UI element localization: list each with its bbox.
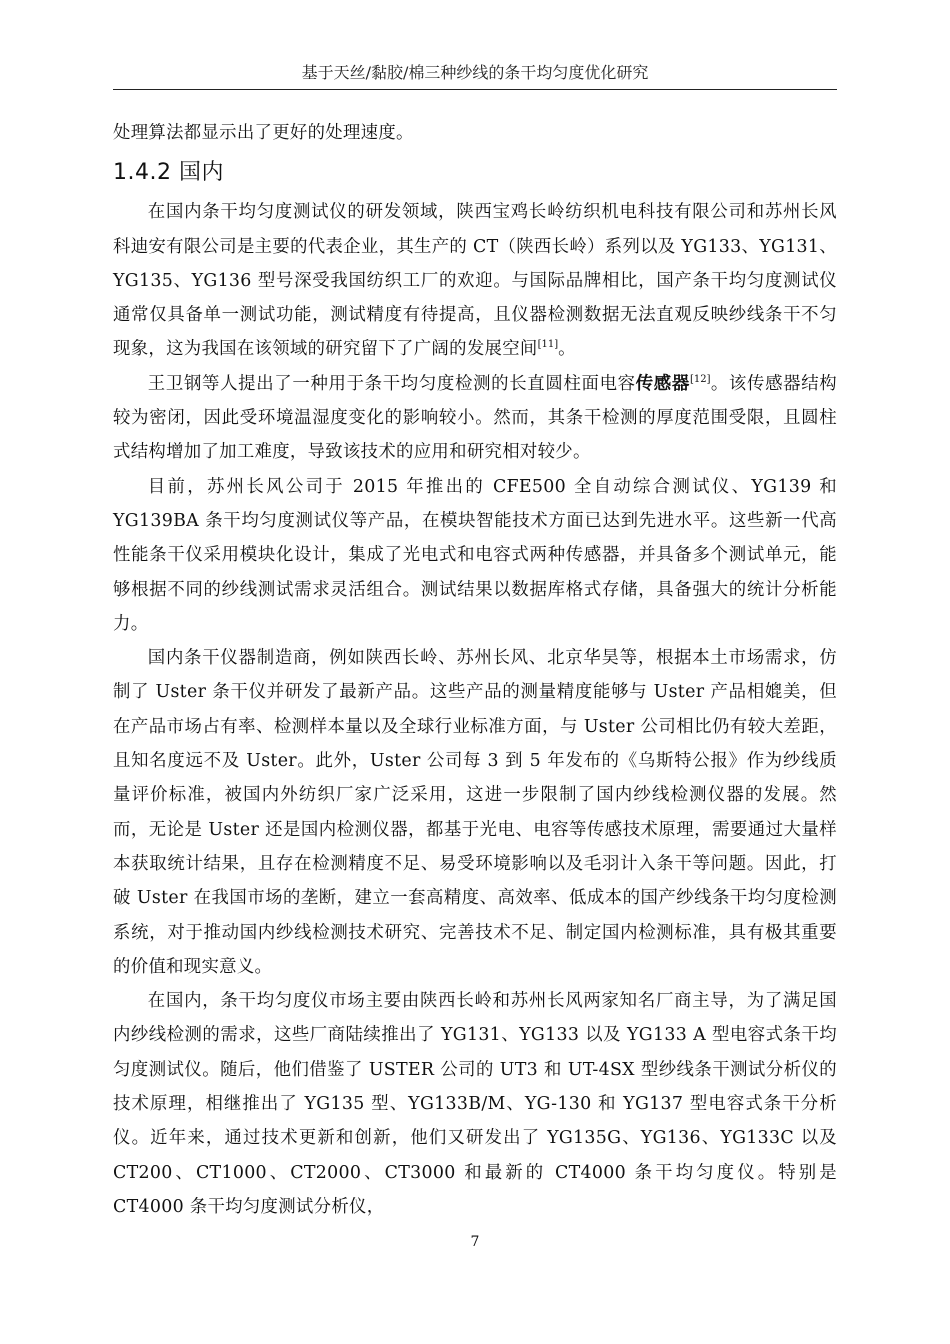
running-header: 基于天丝/黏胶/棉三种纱线的条干均匀度优化研究 [301,63,649,82]
citation-ref-12[interactable]: [12] [689,373,711,385]
header-rule [113,89,837,90]
body-text [113,116,837,1224]
paragraph-1 [113,195,837,366]
paragraph-4: 国内条干仪器制造商，例如陕西长岭、苏州长风、北京华昊等，根据本土市场需求，仿制了 Uster 条干仪并研发了最新产品。这些产品的测量精度能够与 Uster 产品相媲美，但在产品市场占有率、检测样本量以及全球行业标准方面，与 Uster 公司相比仍有较大差距，且知名度远不及 Uster。此外，Uster 公司每 3 到 5 年发布的《乌斯特公报》作为纱线质量评价标准，被国内外纺织厂家广泛采用，这进一步限制了国内纱线检测仪器的发展。然而，无论是 Uster 还是国内检测仪器，都基于光电、电容等传感技术原理，需要通过大量样本获取统计结果，且存在检测精度不足、易受环境影响以及毛羽计入条干等问题。因此，打破 Uster 在我国市场的垄断，建立一套高精度、高效率、低成本的国产纱线条干均匀度检测系统，对于推动国内纱线检测技术研究、完善技术不足、制定国内检测标准，具有极其重要的价值和现实意义。 [113,648,837,977]
page-number: 7 [470,1234,480,1250]
paragraph-2 [113,367,837,470]
paragraph-3: 目前，苏州长风公司于 2015 年推出的 CFE500 全自动综合测试仪、YG139 和 YG139BA 条干均匀度测试仪等产品，在模块智能技术方面已达到先进水平。这些新一代高性能条干仪采用模块化设计，集成了光电式和电容式两种传感器，并具备多个测试单元，能够根据不同的纱线测试需求灵活组合。测试结果以数据库格式存储，具备强大的统计分析能力。 [113,476,837,634]
intro-line: 处理算法都显示出了更好的处理速度。 [113,123,414,143]
paragraph-1-text: 在国内条干均匀度测试仪的研发领域，陕西宝鸡长岭纺织机电科技有限公司和苏州长风科迪安有限公司是主要的代表企业，其生产的 CT（陕西长岭）系列以及 YG133、YG131、YG135、YG136 型号深受我国纺织工厂的欢迎。与国际品牌相比，国产条干均匀度测试仪通常仅具备单一测试功能，测试精度有待提高，且仪器检测数据无法直观反映纱线条干不匀现象，这为我国在该领域的研究留下了广阔的发展空间 [113,202,837,360]
citation-ref-11[interactable]: [11] [537,339,559,351]
paragraph-2-text-a: 王卫钢等人提出了一种用于条干均匀度检测的长直圆柱面电容 [147,373,636,394]
paragraph-2-text-b: 。该传感器结构较为密闭，因此受环境温湿度变化的影响较小。然而，其条干检测的厚度范围受限，且圆柱式结构增加了加工难度，导致该技术的应用和研究相对较少。 [113,373,837,463]
paragraph-2-emphasis: 传感器 [635,373,690,394]
section-heading: 1.4.2 国内 [113,160,224,186]
paragraph-1-end: 。 [558,339,576,360]
paragraph-5: 在国内，条干均匀度仪市场主要由陕西长岭和苏州长风两家知名厂商主导，为了满足国内纱线检测的需求，这些厂商陆续推出了 YG131、YG133 以及 YG133 A 型电容式条干均匀度测试仪。随后，他们借鉴了 USTER 公司的 UT3 和 UT-4SX 型纱线条干测试分析仪的技术原理，相继推出了 YG135 型、YG133B/M、YG-130 和 YG137 型电容式条干分析仪。近年来，通过技术更新和创新，他们又研发出了 YG135G、YG136、YG133C 以及 CT200、CT1000、CT2000、CT3000 和最新的 CT4000 条干均匀度仪。特别是 CT4000 条干均匀度测试分析仪， [113,991,837,1217]
